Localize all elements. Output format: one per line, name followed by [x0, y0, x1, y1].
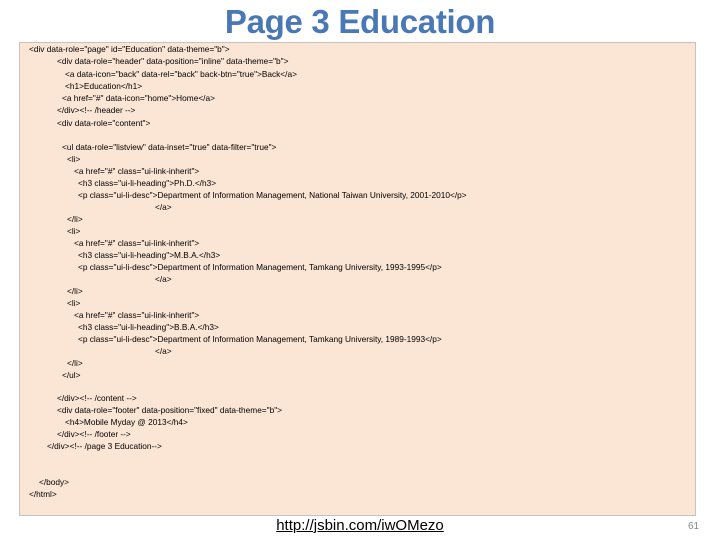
code-line: <p class="ui-li-desc">Department of Information Management, National Taiwan University, 2001-2010</p>: [78, 190, 467, 200]
code-line: <a href="#" class="ui-link-inherit">: [74, 238, 200, 248]
code-line: </div><!-- /content -->: [57, 393, 137, 403]
code-line: <h3 class="ui-li-heading">M.B.A.</h3>: [78, 250, 221, 260]
code-line: <div data-role="content">: [57, 118, 151, 128]
code-line: <a href="#" class="ui-link-inherit">: [74, 166, 200, 176]
code-line: <h4>Mobile Myday @ 2013</h4>: [65, 417, 188, 427]
code-line: </ul>: [62, 370, 81, 380]
code-line: </li>: [67, 214, 83, 224]
code-line: </div><!-- /page 3 Education-->: [47, 441, 162, 451]
code-line: <li>: [67, 154, 81, 164]
code-line: </div><!-- /footer -->: [57, 429, 131, 439]
code-line: </a>: [155, 202, 172, 212]
page-number: 61: [688, 521, 700, 532]
code-line: <p class="ui-li-desc">Department of Information Management, Tamkang University, 1993-1995</p>: [78, 262, 442, 272]
jsbin-link[interactable]: http://jsbin.com/iwOMezo: [276, 517, 444, 534]
code-line: <h1>Education</h1>: [65, 81, 143, 91]
code-line: </a>: [155, 346, 172, 356]
slide-title: Page 3 Education: [224, 3, 496, 40]
code-line: </html>: [29, 489, 57, 499]
code-line: <div data-role="page" id="Education" data-theme="b">: [29, 44, 230, 54]
code-line: <li>: [67, 298, 81, 308]
code-line: <div data-role="header" data-position="inline" data-theme="b">: [57, 56, 289, 66]
code-line: <h3 class="ui-li-heading">B.B.A.</h3>: [78, 322, 219, 332]
code-line: </li>: [67, 358, 83, 368]
code-line: <a href="#" class="ui-link-inherit">: [74, 310, 200, 320]
code-line: <p class="ui-li-desc">Department of Information Management, Tamkang University, 1989-1993</p>: [78, 334, 442, 344]
code-line: <a data-icon="back" data-rel="back" back-btn="true">Back</a>: [65, 69, 297, 79]
code-listing: [19, 42, 696, 516]
code-line: </div><!-- /header -->: [57, 105, 136, 115]
code-line: <li>: [67, 226, 81, 236]
code-line: <div data-role="footer" data-position="fixed" data-theme="b">: [57, 405, 283, 415]
code-line: </body>: [39, 477, 69, 487]
code-line: </a>: [155, 274, 172, 284]
code-line: </li>: [67, 286, 83, 296]
code-line: <h3 class="ui-li-heading">Ph.D.</h3>: [78, 178, 217, 188]
code-line: <a href="#" data-icon="home">Home</a>: [62, 93, 215, 103]
code-line: <ul data-role="listview" data-inset="true" data-filter="true">: [62, 142, 277, 152]
